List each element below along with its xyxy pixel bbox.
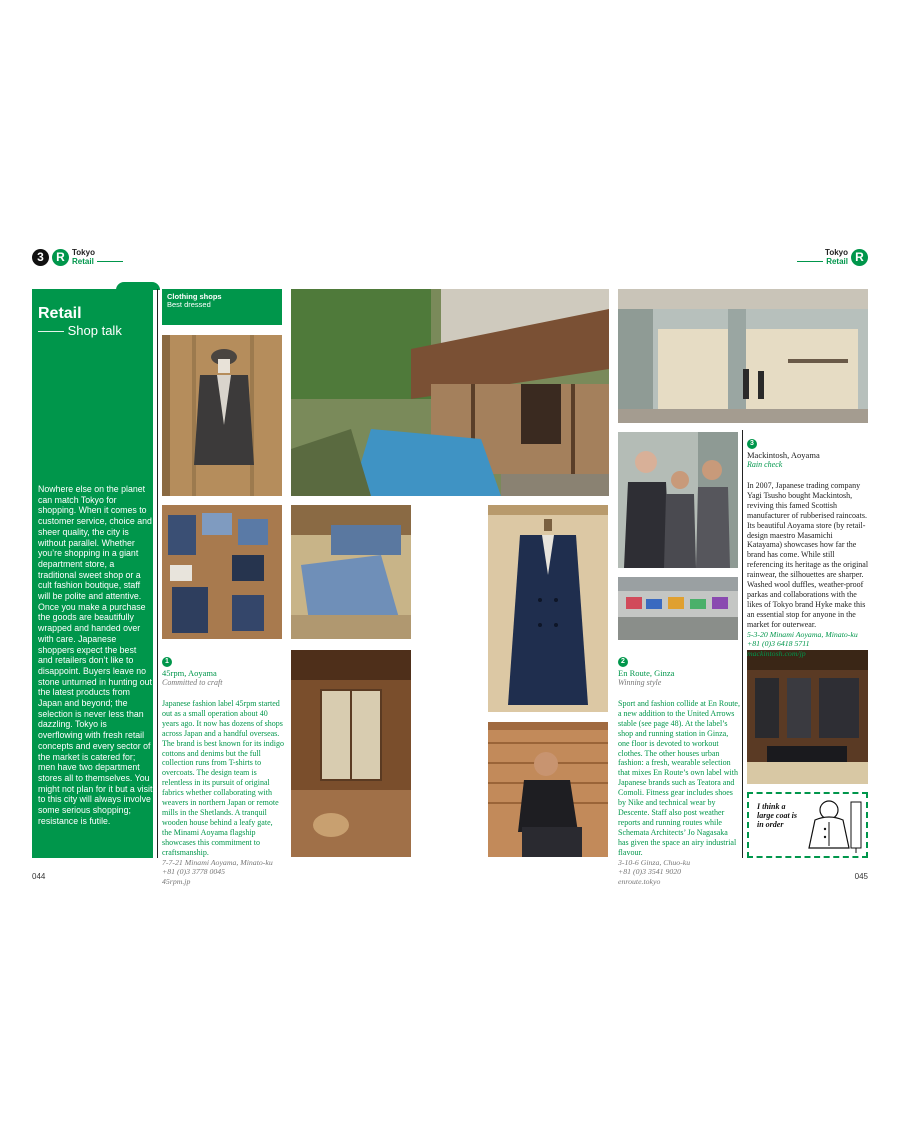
coat-note-illustration bbox=[747, 792, 868, 858]
right-header-rule bbox=[797, 261, 823, 262]
right-header-city: Tokyo bbox=[825, 248, 848, 257]
shop-1-phone: +81 (0)3 3778 0045 bbox=[162, 867, 226, 877]
photo-folded-denim bbox=[162, 505, 282, 639]
category-subtitle: Best dressed bbox=[167, 300, 211, 309]
shop-2-name: En Route, Ginza bbox=[618, 668, 675, 678]
category-box bbox=[162, 289, 282, 325]
shop-2-body: Sport and fashion collide at En Route, a new addition to the United Arrows stable (see page 48). At the label’s shop and running station in Ginza, one floor is devoted to workout clothes. The other houses urban fashion: a fresh, wearable selection that mixes En Route’s own label with Japanese brands such as Teatora and Comoli. Fitness gear includes shoes by Nike and technical wear by Descente. Staff also post weather reports and running routes while Schemata Architects’ Jo Nagasaka has given the space an airy industrial flavour. bbox=[618, 699, 740, 857]
shop-3-body: In 2007, Japanese trading company Yagi Tsusho bought Mackintosh, reviving this famed Scottish manufacturer of rubberised raincoats. Its beautiful Aoyama store (by retail-design maestro Masamichi Katayama) showcases how far the brand has come. While still referencing its heritage as the original rainwear, the silhouettes are sharper. Washed wool duffles, weather-proof parkas and collaborations with the likes of Tokyo brand Hyke make this an essential stop for anyone in the market for outerwear. bbox=[747, 481, 869, 629]
right-header-section: Retail bbox=[826, 257, 848, 266]
shop-1-name: 45rpm, Aoyama bbox=[162, 668, 217, 678]
left-header-city: Tokyo bbox=[72, 248, 95, 257]
page-number-right: 045 bbox=[854, 872, 868, 881]
left-header bbox=[32, 248, 123, 266]
photo-jacket-hanging bbox=[162, 335, 282, 496]
shop-1-web: 45rpm.jp bbox=[162, 876, 191, 886]
shop-2-phone: +81 (0)3 3541 9020 bbox=[618, 867, 682, 877]
left-header-section: Retail bbox=[72, 257, 94, 266]
photo-denim-jacket bbox=[291, 505, 411, 639]
intro-subtitle: —— Shop talk bbox=[38, 323, 122, 338]
shop-3-entry bbox=[747, 432, 869, 658]
photo-garden-house bbox=[291, 289, 609, 496]
shop-2-number: 2 bbox=[618, 657, 628, 667]
coat-cartoon-icon bbox=[803, 796, 865, 854]
left-header-text bbox=[72, 248, 123, 266]
shop-2-entry bbox=[618, 650, 740, 886]
column-rule-2 bbox=[742, 430, 743, 858]
retail-badge: R bbox=[52, 249, 69, 266]
photo-sports-gear bbox=[618, 577, 738, 640]
intro-title: Retail bbox=[38, 305, 82, 322]
section-number-badge: 3 bbox=[32, 249, 49, 266]
shop-2-address: 3-10-6 Ginza, Chuo-ku bbox=[618, 857, 691, 867]
photo-staff-trio bbox=[618, 432, 738, 568]
right-header-text bbox=[797, 248, 848, 266]
photo-mackintosh-storefront bbox=[618, 289, 868, 423]
intro-body: Nowhere else on the planet can match Tokyo for shopping. When it comes to customer service, choice and sheer quality, the city is without parallel. Whether you’re shopping in a giant department store, a traditional sweet shop or a cult fashion boutique, staff will be polite and attentive. Once you make a purchase the goods are beautifully wrapped and handed over with care. Japanese shoppers expect the best and retailers don’t like to disappoint. Buyers leave no stone unturned in hunting out the latest products from Japan and beyond; the selection is never less than dazzling. Tokyo is overflowing with fresh retail concepts and every sector of the market is catered for; men have two department stores all to themselves. You might not plan for it but a visit to this city will always involve some serious shopping; resistance is futile. bbox=[38, 484, 153, 826]
column-rule-1 bbox=[157, 289, 158, 858]
retail-badge-right: R bbox=[851, 249, 868, 266]
photo-man-seated bbox=[488, 722, 608, 857]
shop-3-number: 3 bbox=[747, 439, 757, 449]
shop-2-tagline: Winning style bbox=[618, 678, 662, 687]
left-header-rule bbox=[97, 261, 123, 262]
photo-mackintosh-interior bbox=[747, 650, 868, 784]
page-number-left: 044 bbox=[32, 872, 46, 881]
shop-3-name: Mackintosh, Aoyama bbox=[747, 450, 820, 460]
shop-1-number: 1 bbox=[162, 657, 172, 667]
shop-3-tagline: Rain check bbox=[747, 460, 783, 469]
panel-tab bbox=[116, 282, 160, 290]
shop-3-address: 5-3-20 Minami Aoyama, Minato-ku bbox=[747, 629, 858, 639]
category-title: Clothing shops bbox=[167, 292, 222, 301]
photo-wooden-interior bbox=[291, 650, 411, 857]
shop-2-web: enroute.tokyo bbox=[618, 876, 661, 886]
photo-navy-coat bbox=[488, 505, 608, 712]
shop-1-tagline: Committed to craft bbox=[162, 678, 223, 687]
right-header bbox=[797, 248, 868, 266]
shop-3-phone: +81 (0)3 6418 5711 bbox=[747, 639, 810, 649]
shop-1-body: Japanese fashion label 45rpm started out as a small operation about 40 years ago. It now has dozens of shops across Japan and a handful overseas. The brand is best known for its indigo cottons and denims but the full collection runs from T-shirts to overcoats. The design team is relentless in its pursuit of original fabrics whether collaborating with weavers in northern Japan or remote mills in the Shetlands. A tranquil wooden house behind a leafy gate, the Minami Aoyama flagship showcases this commitment to craftsmanship. bbox=[162, 699, 284, 857]
coat-note-text: I think a large coat is in order bbox=[757, 802, 797, 829]
shop-3-web: mackintosh.com/jp bbox=[747, 648, 806, 658]
shop-1-address: 7-7-21 Minami Aoyama, Minato-ku bbox=[162, 857, 273, 867]
shop-1-entry bbox=[162, 650, 284, 886]
intro-panel bbox=[32, 289, 153, 858]
